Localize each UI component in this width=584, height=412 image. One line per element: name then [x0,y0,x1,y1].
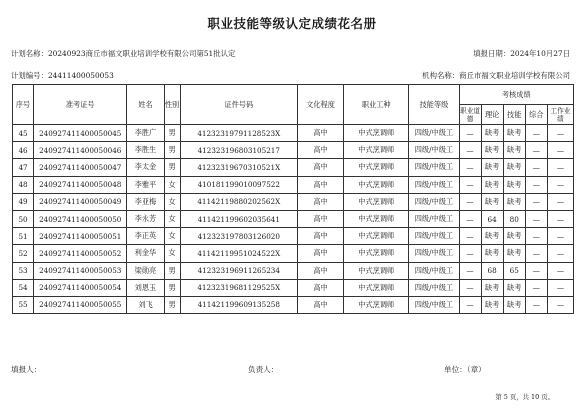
cell-occupation: 中式烹调师 [344,159,409,176]
cell-performance: — [547,245,573,262]
col-header-performance: 工作业绩 [547,105,573,125]
cell-seq: 52 [13,245,34,262]
cell-skill: 缺考 [503,279,525,296]
col-header-level: 技能等级 [409,85,459,125]
cell-comprehensive: — [525,193,547,210]
footer-responsible: 负责人： [248,365,279,374]
cell-education: 高中 [297,210,343,227]
cell-skill: 缺考 [503,125,525,142]
cell-education: 高中 [297,125,343,142]
table-row [13,159,574,176]
table-row [13,142,574,159]
cell-exam-no: 240927411400050052 [34,245,127,262]
cell-gender: 男 [164,125,180,142]
cell-level: 四级/中级工 [409,245,459,262]
table-row [13,245,574,262]
cell-name: 梁勋亮 [127,262,164,279]
cell-occupation: 中式烹调师 [344,228,409,245]
col-header-occupation: 职业工种 [344,85,409,125]
cell-name: 李太金 [127,159,164,176]
footer-filler: 填报人： [11,365,42,374]
cell-performance: — [547,228,573,245]
cell-seq: 53 [13,262,34,279]
cell-gender: 男 [164,296,180,313]
cell-comprehensive: — [525,296,547,313]
col-header-comprehensive: 综合 [525,105,547,125]
cell-skill: 65 [503,262,525,279]
cell-ethics: — [459,296,481,313]
table-row [13,176,574,193]
cell-id-no: 410181199010097522 [180,176,297,193]
cell-name: 李胜广 [127,125,164,142]
col-header-seq: 序号 [13,85,34,125]
cell-skill: 缺考 [503,159,525,176]
cell-seq: 47 [13,159,34,176]
cell-ethics: — [459,159,481,176]
cell-performance: — [547,125,573,142]
table-row [13,296,574,313]
cell-seq: 45 [13,125,34,142]
cell-seq: 50 [13,210,34,227]
cell-skill: 缺考 [503,142,525,159]
cell-seq: 46 [13,142,34,159]
cell-level: 四级/中级工 [409,296,459,313]
cell-level: 四级/中级工 [409,159,459,176]
cell-skill: 缺考 [503,176,525,193]
cell-performance: — [547,296,573,313]
cell-exam-no: 240927411400050046 [34,142,127,159]
cell-skill: 缺考 [503,228,525,245]
cell-id-no: 411421199609135258 [180,296,297,313]
cell-gender: 女 [164,210,180,227]
cell-name: 李胜生 [127,142,164,159]
cell-education: 高中 [297,228,343,245]
cell-performance: — [547,210,573,227]
col-header-gender: 性别 [164,85,180,125]
cell-id-no: 412323197803126020 [180,228,297,245]
cell-exam-no: 240927411400050055 [34,296,127,313]
cell-name: 利金华 [127,245,164,262]
cell-theory: 缺考 [481,125,503,142]
cell-exam-no: 240927411400050051 [34,228,127,245]
cell-level: 四级/中级工 [409,228,459,245]
cell-ethics: — [459,228,481,245]
cell-education: 高中 [297,193,343,210]
cell-gender: 女 [164,245,180,262]
cell-comprehensive: — [525,228,547,245]
cell-name: 李正英 [127,228,164,245]
cell-education: 高中 [297,142,343,159]
table-row [13,228,574,245]
cell-skill: 80 [503,210,525,227]
cell-ethics: — [459,262,481,279]
cell-gender: 女 [164,176,180,193]
cell-occupation: 中式烹调师 [344,176,409,193]
cell-performance: — [547,279,573,296]
cell-exam-no: 240927411400050050 [34,210,127,227]
col-header-exam-no: 准考证号 [34,85,127,125]
page-number: 第 5 页，共 10 页。 [495,393,554,401]
cell-occupation: 中式烹调师 [344,142,409,159]
cell-ethics: — [459,193,481,210]
cell-seq: 48 [13,176,34,193]
cell-ethics: — [459,279,481,296]
cell-ethics: — [459,125,481,142]
cell-education: 高中 [297,279,343,296]
cell-occupation: 中式烹调师 [344,262,409,279]
cell-occupation: 中式烹调师 [344,279,409,296]
cell-theory: 缺考 [481,228,503,245]
cell-level: 四级/中级工 [409,125,459,142]
cell-level: 四级/中级工 [409,262,459,279]
cell-id-no: 412323196911265234 [180,262,297,279]
cell-performance: — [547,176,573,193]
cell-level: 四级/中级工 [409,193,459,210]
cell-comprehensive: — [525,142,547,159]
cell-gender: 男 [164,279,180,296]
cell-gender: 女 [164,193,180,210]
cell-exam-no: 240927411400050049 [34,193,127,210]
cell-id-no: 41232319670310521X [180,159,297,176]
cell-performance: — [547,262,573,279]
cell-theory: 64 [481,210,503,227]
cell-name: 李雅平 [127,176,164,193]
cell-seq: 51 [13,228,34,245]
page-title: 职业技能等级认定成绩花名册 [207,16,377,31]
cell-seq: 49 [13,193,34,210]
plan-name: 计划名称：20240923商丘市福文职业培训学校有限公司第51批认定 [11,49,236,58]
cell-exam-no: 240927411400050047 [34,159,127,176]
cell-education: 高中 [297,176,343,193]
cell-comprehensive: — [525,245,547,262]
cell-occupation: 中式烹调师 [344,210,409,227]
cell-theory: 缺考 [481,296,503,313]
cell-performance: — [547,159,573,176]
cell-occupation: 中式烹调师 [344,125,409,142]
cell-exam-no: 240927411400050053 [34,262,127,279]
cell-id-no: 411421199602035641 [180,210,297,227]
cell-gender: 男 [164,262,180,279]
table-row [13,262,574,279]
cell-skill: 缺考 [503,296,525,313]
cell-level: 四级/中级工 [409,176,459,193]
cell-theory: 缺考 [481,193,503,210]
cell-comprehensive: — [525,159,547,176]
cell-ethics: — [459,176,481,193]
cell-education: 高中 [297,159,343,176]
col-header-scores-group: 考核成绩 [459,85,573,105]
cell-id-no: 41232319681129525X [180,279,297,296]
cell-ethics: — [459,245,481,262]
fill-date: 填报日期：2024年10月27日 [473,49,570,58]
table-row [13,193,574,210]
plan-number: 计划编号：24411400050053 [11,71,114,80]
cell-education: 高中 [297,296,343,313]
cell-id-no: 41232319791128523X [180,125,297,142]
cell-gender: 女 [164,228,180,245]
cell-seq: 55 [13,296,34,313]
cell-seq: 54 [13,279,34,296]
cell-theory: 缺考 [481,176,503,193]
score-roster-table [12,84,574,314]
cell-skill: 缺考 [503,193,525,210]
cell-comprehensive: — [525,262,547,279]
cell-performance: — [547,142,573,159]
cell-comprehensive: — [525,125,547,142]
table-row [13,125,574,142]
cell-name: 李永芳 [127,210,164,227]
col-header-skill: 技能 [503,105,525,125]
cell-occupation: 中式烹调师 [344,245,409,262]
cell-comprehensive: — [525,210,547,227]
cell-skill: 缺考 [503,245,525,262]
cell-id-no: 412323196803105217 [180,142,297,159]
cell-comprehensive: — [525,279,547,296]
cell-exam-no: 240927411400050048 [34,176,127,193]
cell-performance: — [547,193,573,210]
organization-name: 机构名称：商丘市福文职业培训学校有限公司 [422,71,570,80]
col-header-id-no: 证件号码 [180,85,297,125]
cell-occupation: 中式烹调师 [344,296,409,313]
cell-education: 高中 [297,245,343,262]
roster-body [13,125,574,314]
cell-name: 刘飞 [127,296,164,313]
cell-theory: 68 [481,262,503,279]
cell-ethics: — [459,210,481,227]
cell-id-no: 41142119951024522X [180,245,297,262]
cell-theory: 缺考 [481,159,503,176]
col-header-name: 姓名 [127,85,164,125]
cell-name: 李亚梅 [127,193,164,210]
cell-gender: 男 [164,159,180,176]
col-header-theory: 理论 [481,105,503,125]
cell-level: 四级/中级工 [409,210,459,227]
table-row [13,279,574,296]
footer-unit: 单位：（章） [444,365,486,374]
col-header-education: 文化程度 [297,85,343,125]
cell-theory: 缺考 [481,142,503,159]
cell-exam-no: 240927411400050045 [34,125,127,142]
cell-occupation: 中式烹调师 [344,193,409,210]
cell-id-no: 41142119880202562X [180,193,297,210]
cell-level: 四级/中级工 [409,279,459,296]
cell-comprehensive: — [525,176,547,193]
table-row [13,210,574,227]
cell-name: 刘恩玉 [127,279,164,296]
cell-exam-no: 240927411400050054 [34,279,127,296]
cell-theory: 缺考 [481,279,503,296]
cell-level: 四级/中级工 [409,142,459,159]
col-header-ethics: 职业道德 [460,106,480,123]
cell-theory: 缺考 [481,245,503,262]
cell-education: 高中 [297,262,343,279]
cell-gender: 男 [164,142,180,159]
cell-ethics: — [459,142,481,159]
